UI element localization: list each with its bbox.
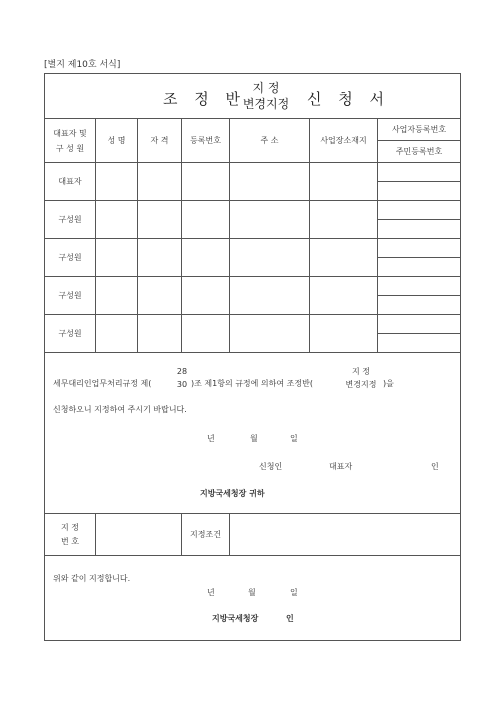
designation-condition-value[interactable] <box>230 514 461 556</box>
title-right: 신 청 서 <box>307 90 391 108</box>
cell-office[interactable] <box>310 277 378 315</box>
article-fraction <box>173 365 191 391</box>
article-frac-bottom: 30 <box>176 380 188 389</box>
header-qualification: 자 격 <box>138 119 182 163</box>
header-address: 주 소 <box>230 119 310 163</box>
seal-mark: 인 <box>431 462 439 471</box>
approval-month-label: 월 <box>248 588 256 597</box>
row-role: 구성원 <box>45 201 96 239</box>
header-resident-no: 주민등록번호 <box>378 141 461 163</box>
cell-qualification[interactable] <box>138 201 182 239</box>
cell-resident-no[interactable] <box>378 220 461 239</box>
cell-reg-no[interactable] <box>182 239 230 277</box>
body-stack-bottom: 변경지정 <box>345 380 377 389</box>
cell-biz-reg-no[interactable] <box>378 315 461 334</box>
date-month-label: 월 <box>250 434 258 443</box>
body-text-mid: )조 제1항의 규정에 의하여 조정반( <box>191 379 313 388</box>
title-stack <box>233 80 299 112</box>
cell-address[interactable] <box>230 277 310 315</box>
date-year-label: 년 <box>207 434 215 443</box>
application-body <box>45 353 461 514</box>
body-text-suffix: )을 <box>383 379 394 388</box>
designation-no-line2: 번 호 <box>61 537 79 546</box>
addressee: 지방국세청장 귀하 <box>200 489 265 498</box>
row-role: 구성원 <box>45 277 96 315</box>
approval-seal: 인 <box>286 614 294 623</box>
cell-address[interactable] <box>230 315 310 353</box>
cell-reg-no[interactable] <box>182 163 230 201</box>
approval-day-label: 일 <box>290 588 298 597</box>
cell-qualification[interactable] <box>138 239 182 277</box>
article-frac-top: 28 <box>176 367 188 376</box>
cell-address[interactable] <box>230 163 310 201</box>
cell-name[interactable] <box>96 277 138 315</box>
cell-biz-reg-no[interactable] <box>378 163 461 182</box>
cell-office[interactable] <box>310 239 378 277</box>
cell-name[interactable] <box>96 163 138 201</box>
body-text-prefix: 세무대리인업무처리규정 제( <box>53 379 152 388</box>
cell-office[interactable] <box>310 315 378 353</box>
header-reg-no: 등록번호 <box>182 119 230 163</box>
cell-qualification[interactable] <box>138 315 182 353</box>
cell-qualification[interactable] <box>138 163 182 201</box>
cell-office[interactable] <box>310 201 378 239</box>
title-left: 조 정 반 <box>163 90 247 108</box>
title-cell <box>45 74 461 119</box>
approval-text: 위와 같이 지정합니다. <box>53 574 131 583</box>
representative-label: 대표자 <box>329 462 353 471</box>
cell-address[interactable] <box>230 201 310 239</box>
cell-qualification[interactable] <box>138 277 182 315</box>
body-stack-top: 지 정 <box>352 367 370 376</box>
row-role: 구성원 <box>45 315 96 353</box>
header-name: 성 명 <box>96 119 138 163</box>
approval-year-label: 년 <box>207 588 215 597</box>
designation-no-value[interactable] <box>96 514 182 556</box>
cell-address[interactable] <box>230 239 310 277</box>
applicant-label: 신청인 <box>259 462 283 471</box>
header-rep-line2: 구 성 원 <box>55 143 85 153</box>
cell-resident-no[interactable] <box>378 258 461 277</box>
designation-condition-label: 지정조건 <box>182 514 230 556</box>
approval-section <box>45 556 461 641</box>
cell-name[interactable] <box>96 201 138 239</box>
title-stack-bottom: 변경지정 <box>242 97 290 111</box>
application-form <box>44 73 461 641</box>
header-rep-line1: 대표자 및 <box>53 128 87 138</box>
cell-resident-no[interactable] <box>378 334 461 353</box>
header-office: 사업장소재지 <box>310 119 378 163</box>
designation-no-label <box>45 514 96 556</box>
title-stack-top: 지 정 <box>252 81 280 95</box>
cell-biz-reg-no[interactable] <box>378 239 461 258</box>
cell-biz-reg-no[interactable] <box>378 277 461 296</box>
cell-name[interactable] <box>96 239 138 277</box>
form-label: [별지 제10호 서식] <box>44 60 121 70</box>
cell-reg-no[interactable] <box>182 277 230 315</box>
body-stack <box>340 365 382 391</box>
body-line2: 신청하오니 지정하여 주시기 바랍니다. <box>53 405 187 414</box>
row-role: 대표자 <box>45 163 96 201</box>
date-day-label: 일 <box>290 434 298 443</box>
row-role: 구성원 <box>45 239 96 277</box>
cell-reg-no[interactable] <box>182 315 230 353</box>
header-biz-reg-no: 사업자등록번호 <box>378 119 461 141</box>
cell-office[interactable] <box>310 163 378 201</box>
cell-reg-no[interactable] <box>182 201 230 239</box>
cell-name[interactable] <box>96 315 138 353</box>
header-rep-members <box>45 119 96 163</box>
cell-biz-reg-no[interactable] <box>378 201 461 220</box>
cell-resident-no[interactable] <box>378 182 461 201</box>
designation-no-line1: 지 정 <box>61 523 79 532</box>
approval-signer: 지방국세청장 <box>212 614 259 623</box>
cell-resident-no[interactable] <box>378 296 461 315</box>
